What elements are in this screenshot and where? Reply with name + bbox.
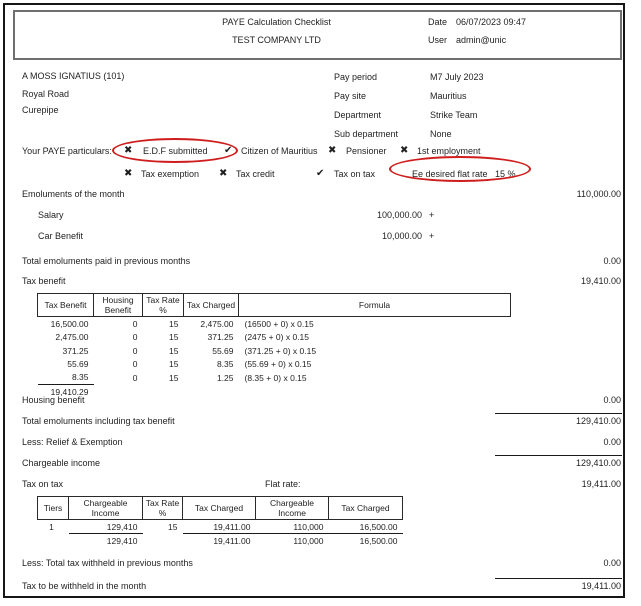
cell: 129,410 bbox=[69, 534, 143, 548]
cell: 110,000 bbox=[293, 522, 324, 533]
flat-rate-label: Ee desired flat rate bbox=[412, 169, 488, 179]
pay-period-value: M7 July 2023 bbox=[430, 72, 484, 82]
salary-value: 100,000.00 bbox=[376, 210, 422, 220]
tax-on-tax-label: Tax on tax bbox=[22, 479, 64, 489]
particular-1st-employment: 1st employment bbox=[417, 146, 481, 156]
user-value: admin@unic bbox=[456, 35, 507, 45]
report-title: PAYE Calculation Checklist bbox=[222, 17, 331, 27]
tax-benefit-value: 19,410.00 bbox=[580, 276, 621, 286]
car-benefit-label: Car Benefit bbox=[38, 231, 84, 241]
flat-rate-caption: Flat rate: bbox=[265, 479, 301, 489]
table-total-row bbox=[38, 384, 511, 398]
table-row bbox=[38, 357, 511, 370]
pay-period-label: Pay period bbox=[334, 72, 378, 82]
tax-on-tax-value: 19,411.00 bbox=[581, 479, 621, 489]
tax-benefit-label: Tax benefit bbox=[22, 276, 66, 286]
cell: 0 bbox=[132, 332, 138, 343]
column-header-housing-benefit: Housing Benefit bbox=[94, 294, 143, 317]
cell: 2,475.00 bbox=[200, 319, 234, 330]
particular-tax-on-tax: Tax on tax bbox=[334, 169, 376, 179]
column-header-tax-charged-2: Tax Charged bbox=[329, 497, 403, 520]
table-header-row bbox=[38, 497, 403, 520]
particular-pensioner: Pensioner bbox=[346, 146, 387, 156]
tax-benefit-total: 19,410.29 bbox=[38, 384, 94, 398]
cell: 129,410 bbox=[106, 522, 138, 533]
company-name: TEST COMPANY LTD bbox=[232, 35, 321, 45]
housing-benefit-value: 0.00 bbox=[603, 395, 621, 405]
less-relief-label: Less: Relief & Exemption bbox=[22, 437, 123, 447]
subtotal-rule bbox=[495, 413, 622, 414]
cell: 55.69 bbox=[67, 358, 89, 369]
red-circle-annotation-flat-rate bbox=[389, 156, 531, 182]
tax-to-withhold-value: 19,411.00 bbox=[581, 581, 621, 591]
x-mark-icon: ✖ bbox=[124, 145, 133, 156]
cell: 15 bbox=[169, 319, 179, 330]
table-row bbox=[38, 344, 511, 357]
column-header-tax-charged: Tax Charged bbox=[184, 294, 239, 317]
cell: 15 bbox=[168, 522, 178, 533]
department-label: Department bbox=[334, 110, 382, 120]
cell: 0 bbox=[132, 372, 138, 383]
user-label: User bbox=[428, 35, 448, 45]
sub-department-value: None bbox=[430, 129, 452, 139]
cell: 55.69 bbox=[212, 345, 234, 356]
subtotal-rule bbox=[495, 578, 622, 579]
x-mark-icon: ✖ bbox=[328, 145, 337, 156]
cell: (2475 + 0) x 0.15 bbox=[244, 332, 310, 343]
pay-site-label: Pay site bbox=[334, 91, 367, 101]
cell: 15 bbox=[169, 358, 179, 369]
column-header-chargeable-income: Chargeable Income bbox=[69, 497, 143, 520]
column-header-tax-charged: Tax Charged bbox=[183, 497, 256, 520]
column-header-formula: Formula bbox=[239, 294, 511, 317]
column-header-tax-rate: Tax Rate % bbox=[143, 497, 183, 520]
date-label: Date bbox=[428, 17, 448, 27]
salary-label: Salary bbox=[38, 210, 64, 220]
car-benefit-value: 10,000.00 bbox=[381, 231, 422, 241]
cell: 8.35 bbox=[216, 358, 234, 369]
total-including-label: Total emoluments including tax benefit bbox=[22, 416, 175, 426]
tax-benefit-table bbox=[37, 293, 511, 398]
check-mark-icon: ✔ bbox=[316, 168, 325, 179]
particulars-label: Your PAYE particulars: bbox=[22, 146, 112, 156]
cell: 0 bbox=[132, 358, 138, 369]
plus-sign: + bbox=[429, 210, 435, 220]
total-previous-value: 0.00 bbox=[603, 256, 621, 266]
subtotal-rule bbox=[495, 455, 622, 456]
cell: 371.25 bbox=[207, 332, 234, 343]
cell: 19,411.00 bbox=[183, 534, 256, 548]
cell: (8.35 + 0) x 0.15 bbox=[244, 372, 307, 383]
table-total-row bbox=[38, 534, 403, 548]
emoluments-label: Emoluments of the month bbox=[22, 189, 125, 199]
table-row bbox=[38, 317, 511, 331]
cell: 2,475.00 bbox=[55, 332, 89, 343]
emoluments-value: 110,000.00 bbox=[576, 189, 621, 199]
less-withheld-value: 0.00 bbox=[603, 558, 621, 568]
employee-name: A MOSS IGNATIUS (101) bbox=[22, 71, 125, 81]
table-row bbox=[38, 520, 403, 534]
cell: 16,500.00 bbox=[329, 534, 403, 548]
cell: 16,500.00 bbox=[50, 319, 89, 330]
cell bbox=[38, 534, 69, 548]
less-withheld-label: Less: Total tax withheld in previous months bbox=[22, 558, 193, 568]
particular-tax-exemption: Tax exemption bbox=[141, 169, 200, 179]
employee-address-2: Curepipe bbox=[22, 105, 59, 115]
total-previous-label: Total emoluments paid in previous months bbox=[22, 256, 191, 266]
column-header-tax-rate: Tax Rate % bbox=[143, 294, 184, 317]
flat-rate-value: 15 % bbox=[495, 169, 516, 179]
red-circle-annotation-edf bbox=[112, 138, 238, 163]
cell: (16500 + 0) x 0.15 bbox=[244, 319, 314, 330]
date-value: 06/07/2023 09:47 bbox=[456, 17, 527, 27]
tiers-table bbox=[37, 496, 403, 548]
sub-department-label: Sub department bbox=[334, 129, 399, 139]
column-header-tax-benefit: Tax Benefit bbox=[38, 294, 94, 317]
particular-tax-credit: Tax credit bbox=[236, 169, 275, 179]
total-including-value: 129,410.00 bbox=[575, 416, 621, 426]
department-value: Strike Team bbox=[430, 110, 478, 120]
cell: 16,500.00 bbox=[359, 522, 398, 533]
check-mark-icon: ✔ bbox=[224, 145, 233, 156]
cell: 110,000 bbox=[256, 534, 329, 548]
x-mark-icon: ✖ bbox=[219, 168, 228, 179]
cell: 8.35 bbox=[71, 372, 89, 383]
cell: 1.25 bbox=[216, 372, 234, 383]
employee-address-1: Royal Road bbox=[22, 89, 70, 99]
pay-site-value: Mauritius bbox=[430, 91, 467, 101]
cell: 15 bbox=[169, 345, 179, 356]
cell: 0 bbox=[132, 345, 138, 356]
cell bbox=[143, 534, 183, 548]
particular-citizen: Citizen of Mauritius bbox=[241, 146, 318, 156]
table-row bbox=[38, 330, 511, 343]
less-relief-value: 0.00 bbox=[603, 437, 621, 447]
column-header-chargeable-income-2: Chargeable Income bbox=[256, 497, 329, 520]
column-header-tiers: Tiers bbox=[38, 497, 69, 520]
x-mark-icon: ✖ bbox=[400, 145, 409, 156]
housing-benefit-label: Housing benefit bbox=[22, 395, 85, 405]
cell: 19,411.00 bbox=[213, 522, 251, 533]
cell: (371.25 + 0) x 0.15 bbox=[244, 345, 317, 356]
chargeable-income-value: 129,410.00 bbox=[575, 458, 621, 468]
x-mark-icon: ✖ bbox=[124, 168, 133, 179]
cell: 15 bbox=[169, 372, 179, 383]
cell: 371.25 bbox=[62, 345, 89, 356]
cell: 15 bbox=[169, 332, 179, 343]
cell: 0 bbox=[132, 319, 138, 330]
cell: (55.69 + 0) x 0.15 bbox=[244, 358, 312, 369]
tax-to-withhold-label: Tax to be withheld in the month bbox=[22, 581, 147, 591]
table-header-row bbox=[38, 294, 511, 317]
cell: 1 bbox=[49, 522, 54, 533]
particular-edf-submitted: E.D.F submitted bbox=[143, 146, 208, 156]
table-row bbox=[38, 370, 511, 384]
plus-sign: + bbox=[429, 231, 435, 241]
chargeable-income-label: Chargeable income bbox=[22, 458, 101, 468]
